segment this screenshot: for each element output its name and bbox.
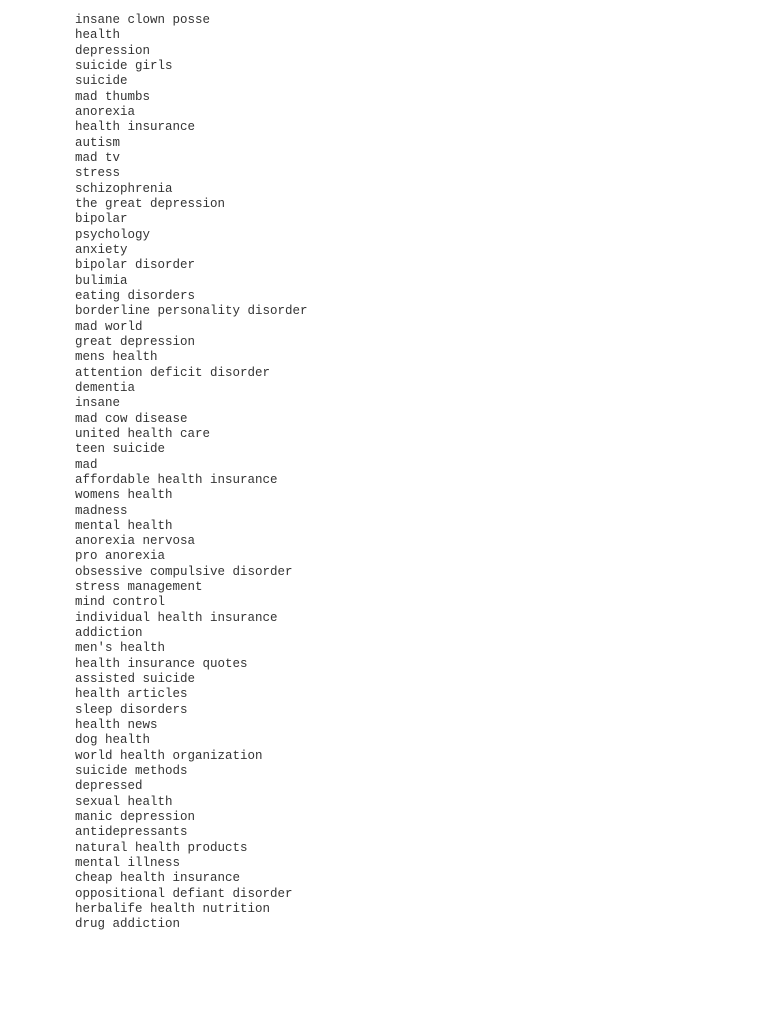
list-item: addiction [75, 626, 143, 641]
list-item: insane clown posse [75, 13, 211, 27]
list-item: bipolar [75, 212, 128, 227]
list-item: health news [75, 718, 158, 733]
list-item: anorexia nervosa [75, 534, 196, 549]
list-item: health articles [75, 687, 188, 702]
list-item: individual health insurance [75, 610, 278, 625]
list-item: sexual health [75, 794, 173, 809]
list-item: dog health [75, 733, 151, 748]
list-item: anorexia [75, 104, 136, 119]
list-item: mental illness [75, 856, 181, 871]
list-item: autism [75, 135, 121, 150]
list-item: dementia [75, 380, 136, 395]
list-item: suicide girls [75, 58, 173, 73]
list-item: mad thumbs [75, 89, 151, 104]
list-item: psychology [75, 227, 151, 242]
list-item: mad tv [75, 150, 121, 165]
list-item: bipolar disorder [75, 258, 196, 273]
list-item: borderline personality disorder [75, 304, 308, 319]
list-item: bulimia [75, 273, 128, 288]
list-item: health [75, 28, 121, 43]
list-item: mental health [75, 518, 173, 533]
list-item: men's health [75, 641, 166, 656]
list-item: great depression [75, 334, 196, 349]
list-item: suicide methods [75, 764, 188, 779]
list-item: schizophrenia [75, 181, 173, 196]
list-item: attention deficit disorder [75, 365, 271, 380]
list-item: world health organization [75, 748, 263, 763]
list-item: cheap health insurance [75, 871, 241, 886]
list-item: natural health products [75, 840, 248, 855]
list-item: teen suicide [75, 442, 166, 457]
list-item: stress management [75, 580, 203, 595]
list-item: affordable health insurance [75, 472, 278, 487]
list-item: obsessive compulsive disorder [75, 564, 293, 579]
list-item: stress [75, 166, 121, 181]
list-item: mad world [75, 319, 143, 334]
list-item: the great depression [75, 196, 226, 211]
list-item: womens health [75, 488, 173, 503]
list-item: manic depression [75, 810, 196, 825]
list-item: health insurance quotes [75, 656, 248, 671]
list-item: suicide [75, 74, 128, 89]
list-item: mad cow disease [75, 411, 188, 426]
list-item: antidepressants [75, 825, 188, 840]
list-item: herbalife health nutrition [75, 902, 271, 917]
search-term-list [75, 13, 308, 933]
list-item: pro anorexia [75, 549, 166, 564]
list-item: assisted suicide [75, 672, 196, 687]
list-item: united health care [75, 426, 211, 441]
list-item: anxiety [75, 242, 128, 257]
list-item: mind control [75, 595, 166, 610]
list-item: depressed [75, 779, 143, 794]
list-item: mad [75, 457, 98, 472]
list-item: mens health [75, 350, 158, 365]
list-item: madness [75, 503, 128, 518]
list-item: insane [75, 396, 121, 411]
list-item: eating disorders [75, 288, 196, 303]
list-item: drug addiction [75, 917, 181, 932]
list-item: oppositional defiant disorder [75, 886, 293, 901]
list-item: health insurance [75, 120, 196, 135]
list-item: sleep disorders [75, 702, 188, 717]
list-item: depression [75, 43, 151, 58]
